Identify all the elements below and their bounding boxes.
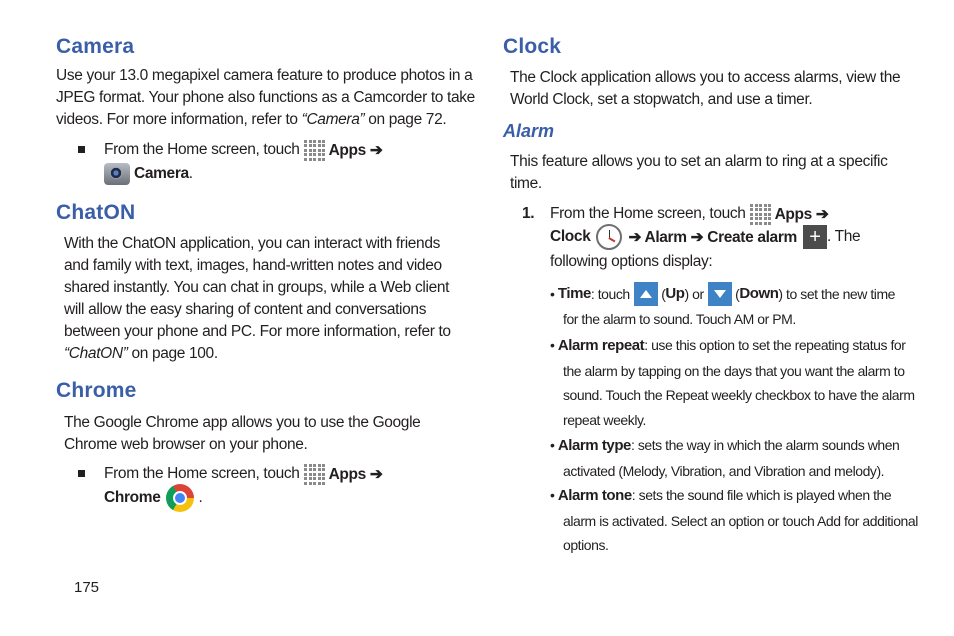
- page-number: 175: [74, 579, 100, 596]
- alarm-step-number: 1.: [522, 205, 535, 222]
- apps-grid-icon: [304, 463, 326, 485]
- chrome-step-line1: From the Home screen, touch Apps ➔: [104, 462, 383, 486]
- apps-grid-icon: [304, 139, 326, 161]
- chrome-app-icon: [166, 484, 194, 512]
- option-alarm-repeat: • Alarm repeat: use this option to set the repeating status for the alarm by tapping on the days that you want the alarm to sound. Touch the Repeat weekly checkbox to have the alarm repeat weekly.: [550, 337, 915, 428]
- option-time: • Time : touch ( Up ) or ( Down ) to set the new time for the alarm to sound. Touch AM or PM.: [550, 282, 920, 331]
- alarm-heading: Alarm: [503, 121, 555, 141]
- chaton-heading: ChatON: [56, 201, 136, 224]
- clock-heading: Clock: [503, 35, 562, 58]
- chrome-body: The Google Chrome app allows you to use the Google Chrome web browser on your phone.: [64, 414, 421, 453]
- alarm-body: This feature allows you to set an alarm to ring at a specific time.: [510, 153, 888, 192]
- camera-step-line2: Camera .: [104, 162, 193, 186]
- clock-body: The Clock application allows you to access alarms, view the World Clock, set a stopwatch, and use a timer.: [510, 69, 901, 108]
- option-alarm-tone: • Alarm tone: sets the sound file which is played when the alarm is activated. Select an option or touch Add for additional options.: [550, 487, 918, 553]
- chaton-body: With the ChatON application, you can interact with friends and family with text, images, hand-written notes and video shared instantly. You can chat in groups, while a Web client will allow the easy sharing of content and conversations between your phone and PC. For more information, refer to “ChatON” on page 100.: [64, 235, 451, 362]
- create-alarm-plus-icon[interactable]: +: [803, 225, 827, 249]
- alarm-step-line3: following options display:: [550, 253, 713, 270]
- camera-heading: Camera: [56, 35, 135, 58]
- down-arrow-icon[interactable]: [708, 282, 732, 306]
- alarm-step-line1: From the Home screen, touch Apps ➔: [550, 202, 829, 226]
- camera-step-line1: From the Home screen, touch Apps ➔: [104, 138, 383, 162]
- clock-app-icon: [596, 224, 622, 250]
- camera-page-ref[interactable]: “Camera”: [301, 111, 365, 128]
- bullet-square: [78, 146, 85, 153]
- bullet-square: [78, 470, 85, 477]
- chrome-heading: Chrome: [56, 379, 137, 402]
- chrome-step-line2: Chrome .: [104, 483, 202, 513]
- chaton-page-ref[interactable]: “ChatON”: [64, 345, 128, 362]
- up-arrow-icon[interactable]: [634, 282, 658, 306]
- camera-app-icon: [104, 163, 130, 185]
- alarm-step-line2: Clock ➔ Alarm ➔ Create alarm + . The: [550, 226, 861, 248]
- camera-body: Use your 13.0 megapixel camera feature to produce photos in a JPEG format. Your phone also functions as a Camcorder to take videos. For more information, refer to “Camera” on page 72.: [56, 67, 475, 128]
- option-alarm-type: • Alarm type: sets the way in which the alarm sounds when activated (Melody, Vibration, and Vibration and melody).: [550, 437, 900, 479]
